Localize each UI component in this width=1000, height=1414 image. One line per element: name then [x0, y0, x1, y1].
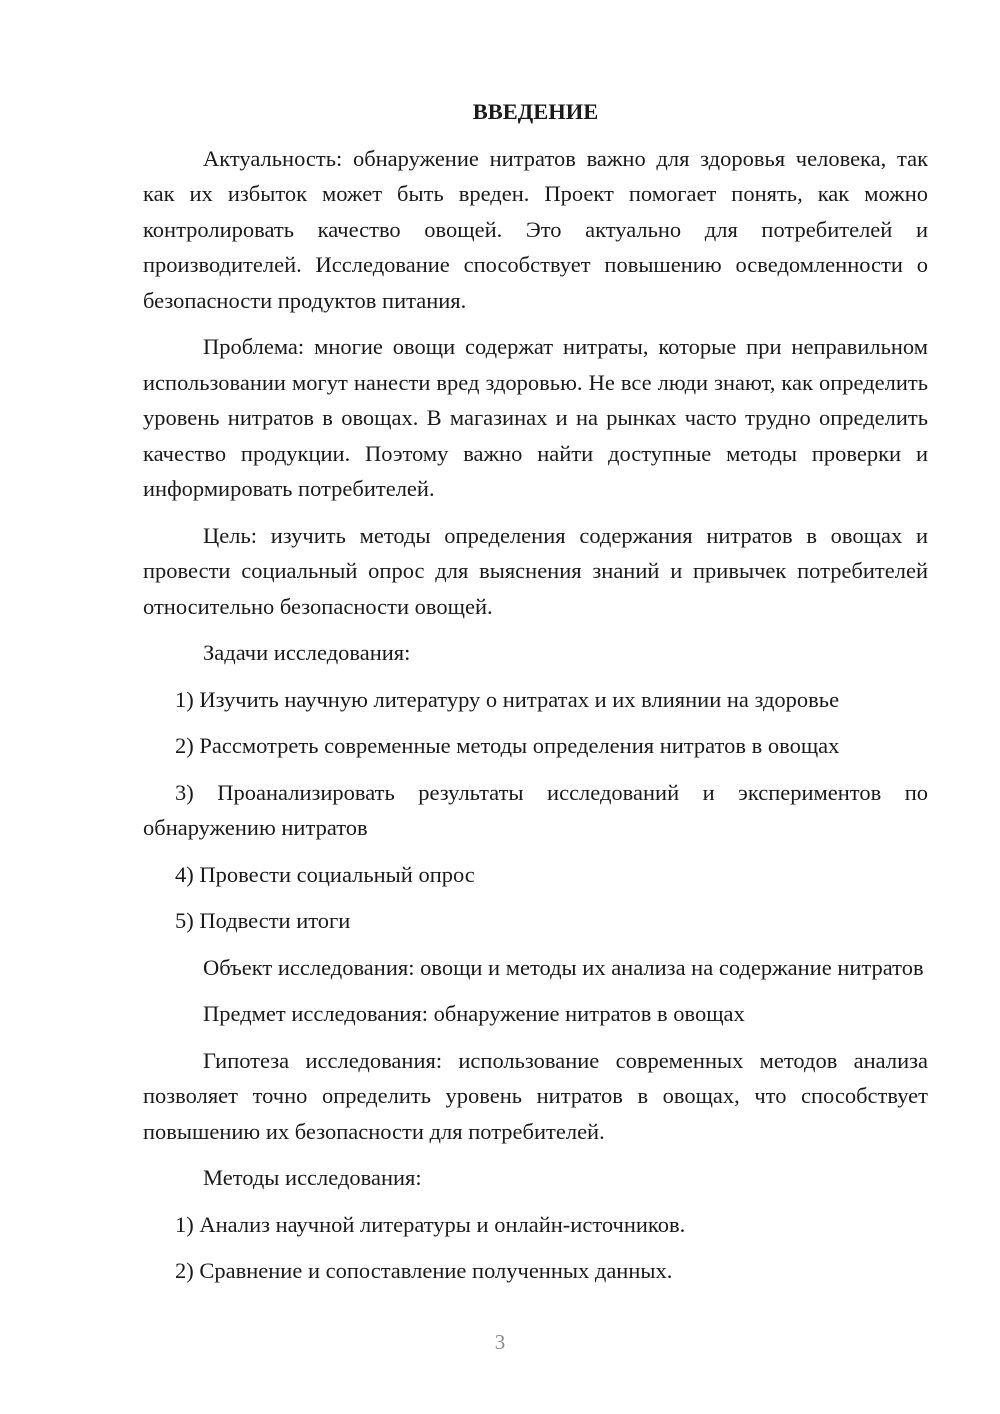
goal-paragraph: Цель: изучить методы определения содержания нитратов в овощах и провести социальный опрос для выяснения знаний и привычек потребителей относительно безопасности овощей. — [143, 522, 928, 619]
document-page — [143, 94, 928, 1300]
problem-paragraph: Проблема: многие овощи содержат нитраты, которые при неправильном использовании могут нанести вред здоровью. Не все люди знают, как определить уровень нитратов в овощах. В магазинах и на рынках часто трудно определить качество продукции. Поэтому важно найти доступные методы проверки и информировать потребителей. — [143, 334, 928, 501]
relevance-paragraph: Актуальность: обнаружение нитратов важно для здоровья человека, так как их избыток может быть вреден. Проект помогает понять, как можно контролировать качество овощей. Это актуально для потребителей и производителей. Исследование способствует повышению осведомленности о безопасности продуктов питания. — [143, 145, 928, 313]
task-item: 2) Рассмотреть современные методы определения нитратов в овощах — [175, 733, 840, 758]
section-heading: ВВЕДЕНИЕ — [472, 99, 599, 124]
task-item: 1) Изучить научную литературу о нитратах и их влиянии на здоровье — [175, 686, 840, 712]
task-item: 3) Проанализировать результаты исследований и экспериментов по обнаружению нитратов — [143, 779, 928, 840]
method-item: 2) Сравнение и сопоставление полученных данных. — [175, 1258, 673, 1283]
subject-paragraph: Предмет исследования: обнаружение нитратов в овощах — [203, 1001, 745, 1026]
page-number: 3 — [494, 1330, 506, 1354]
task-item: 4) Провести социальный опрос — [175, 861, 475, 887]
object-paragraph: Объект исследования: овощи и методы их анализа на содержание нитратов — [203, 954, 924, 980]
hypothesis-paragraph: Гипотеза исследования: использование современных методов анализа позволяет точно определить уровень нитратов в овощах, что способствует повышению их безопасности для потребителей. — [143, 1047, 928, 1144]
task-item: 5) Подвести итоги — [175, 908, 351, 933]
tasks-label: Задачи исследования: — [203, 640, 411, 665]
methods-label: Методы исследования: — [203, 1165, 422, 1190]
method-item: 1) Анализ научной литературы и онлайн-источников. — [175, 1211, 686, 1237]
